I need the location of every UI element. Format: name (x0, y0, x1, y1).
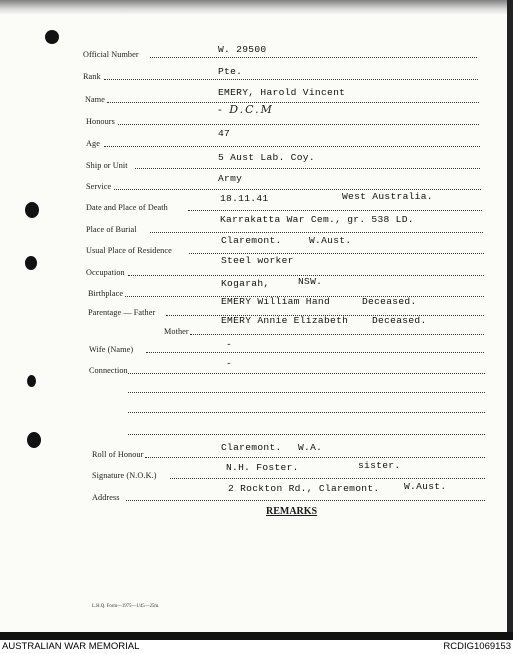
blank-line (128, 434, 485, 435)
field-label: Name (85, 95, 105, 104)
dotted-line (126, 500, 485, 501)
field-value: 5 Aust Lab. Coy. (218, 152, 315, 163)
field-label: Service (86, 182, 112, 191)
field-label: Place of Burial (86, 225, 137, 234)
field-label: Usual Place of Residence (86, 246, 172, 255)
field-value: Claremont. (221, 442, 282, 453)
field-value: EMERY Annie Elizabeth (221, 315, 349, 326)
field-value-secondary: Deceased. (362, 296, 417, 307)
archive-caption-left: AUSTRALIAN WAR MEMORIAL (2, 641, 140, 652)
field-label: Ship or Unit (86, 161, 128, 170)
remarks-heading: REMARKS (266, 506, 318, 517)
field-value: N.H. Foster. (226, 462, 299, 473)
field-label: Date and Place of Death (86, 203, 168, 212)
dotted-line (128, 373, 485, 374)
field-value-secondary: W.Aust. (404, 481, 447, 492)
archive-caption-right: RCDIG1069153 (443, 641, 511, 652)
field-value: W. 29500 (218, 44, 267, 55)
field-ship-or-unit (0, 152, 513, 175)
field-value: EMERY William Hand (221, 296, 331, 307)
field-value-secondary: sister. (358, 460, 401, 471)
dotted-line (150, 232, 483, 233)
dotted-line (170, 478, 485, 479)
field-value: Army (218, 173, 243, 184)
field-value: Claremont. (221, 235, 282, 246)
field-parentage-mother (0, 315, 513, 343)
dotted-line (189, 253, 484, 254)
field-value: Kogarah, (221, 278, 270, 289)
field-value: - (226, 339, 233, 350)
field-value: 47 (218, 128, 231, 139)
dotted-line (190, 334, 484, 335)
field-value: EMERY, Harold Vincent (218, 87, 346, 98)
field-label: Honours (86, 117, 115, 126)
field-wife (0, 339, 513, 365)
field-label: Age (86, 139, 100, 148)
blank-line (128, 392, 485, 393)
field-value: 18.11.41 (220, 193, 269, 204)
dotted-line (114, 189, 481, 190)
field-label: Roll of Honour (92, 450, 144, 459)
field-label: Parentage — Father (88, 308, 156, 317)
scan-top-edge (0, 0, 513, 14)
field-honours (0, 103, 513, 131)
field-rank (0, 66, 513, 86)
field-value-secondary: Deceased. (372, 315, 427, 326)
field-label: Wife (Name) (89, 345, 134, 354)
dotted-line (135, 168, 480, 169)
dotted-line (188, 210, 482, 211)
field-value: Karrakatta War Cem., gr. 538 LD. (220, 214, 414, 225)
dotted-line (146, 352, 484, 353)
dotted-line (118, 124, 479, 125)
field-label: Signature (N.O.K.) (92, 471, 157, 480)
field-label: Connection (89, 366, 128, 375)
field-label: Address (92, 493, 120, 502)
field-address (0, 481, 513, 509)
field-value-handwritten: - D.C.M (218, 103, 274, 116)
dotted-line (107, 102, 479, 103)
field-value-secondary: W.A. (298, 442, 323, 453)
field-value: Pte. (218, 66, 243, 77)
field-official-number (0, 44, 513, 64)
field-connection (0, 358, 513, 386)
field-value: 2 Rockton Rd., Claremont. (228, 483, 380, 494)
dotted-line (104, 146, 480, 147)
field-value-secondary: NSW. (298, 276, 323, 287)
field-label: Rank (83, 72, 101, 81)
dotted-line (104, 79, 478, 80)
field-label: Mother (164, 327, 189, 336)
dotted-line (150, 57, 477, 58)
field-age (0, 128, 513, 153)
form-code: L.H.Q. Form—1975—1/45—25m. (92, 604, 160, 609)
punch-hole (45, 30, 59, 44)
field-label: Official Number (83, 50, 139, 59)
field-value-secondary: W.Aust. (309, 235, 352, 246)
field-value-secondary: West Australia. (342, 191, 433, 202)
dotted-line (145, 457, 485, 458)
scan-bottom-edge (0, 632, 513, 640)
field-value: - (226, 358, 233, 369)
field-label: Birthplace (88, 289, 124, 298)
field-value: Steel worker (221, 255, 294, 266)
blank-line (128, 412, 485, 413)
field-label: Occupation (86, 268, 125, 277)
